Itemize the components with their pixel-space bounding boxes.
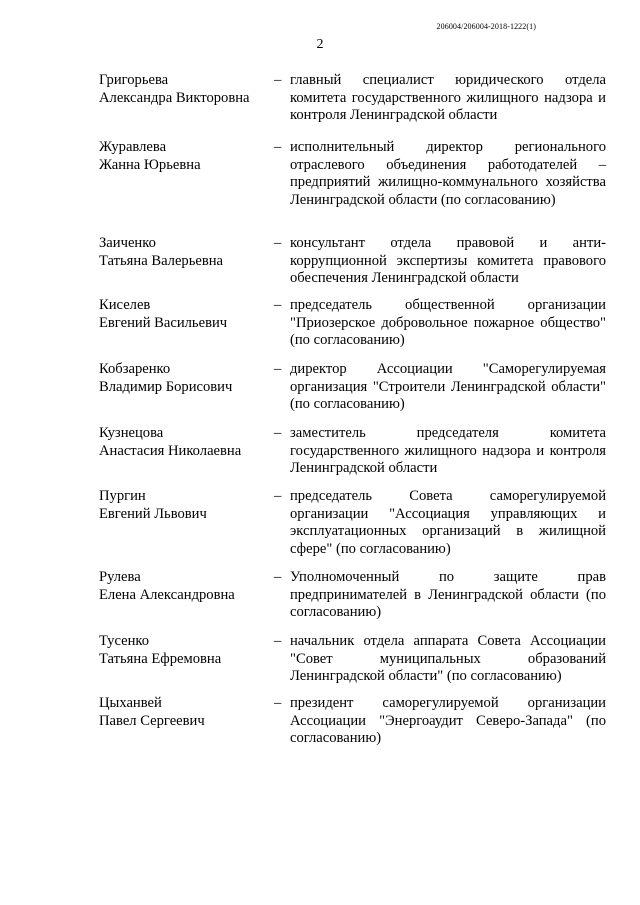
member-name (99, 235, 274, 270)
member-name (99, 425, 274, 460)
member-role: консультант отдела правовой и анти-коррупционной экспертизы комитета правового обеспечения Ленинградской области (290, 235, 606, 286)
member-name (99, 488, 274, 523)
separator-dash: – (274, 633, 282, 649)
member-role: исполнительный директор регионального отраслевого объединения работодателей – предприятий жилищно-коммунального хозяйства Ленинградской области (по согласованию) (290, 139, 606, 208)
member-given-names: Павел Сергеевич (99, 712, 205, 729)
separator-dash: – (274, 488, 282, 504)
member-given-names: Жанна Юрьевна (99, 156, 201, 173)
member-name (99, 297, 274, 332)
separator-dash: – (274, 569, 282, 585)
separator-dash: – (274, 235, 282, 251)
document-id: 206004/206004-2018-1222(1) (436, 22, 536, 31)
member-given-names: Татьяна Валерьевна (99, 252, 224, 269)
member-surname: Пургин (99, 488, 146, 504)
member-name (99, 361, 274, 396)
member-name (99, 695, 274, 730)
member-given-names: Александра Викторовна (99, 89, 250, 106)
member-role: заместитель председателя комитета государственного жилищного надзора и контроля Ленинградской области (290, 425, 606, 476)
member-given-names: Евгений Львович (99, 505, 207, 522)
member-surname: Рулева (99, 569, 141, 585)
member-given-names: Владимир Борисович (99, 378, 233, 395)
member-name (99, 139, 274, 174)
member-role: начальник отдела аппарата Совета Ассоциации "Совет муниципальных образований Ленинградской области" (по согласованию) (290, 633, 606, 684)
member-role: главный специалист юридического отдела комитета государственного жилищного надзора и контроля Ленинградской области (290, 72, 606, 123)
member-surname: Тусенко (99, 633, 150, 649)
member-surname: Кобзаренко (99, 361, 171, 377)
member-surname: Цыханвей (99, 695, 162, 711)
page-number: 2 (316, 37, 324, 52)
member-name (99, 569, 274, 604)
member-given-names: Елена Александровна (99, 586, 235, 603)
separator-dash: – (274, 139, 282, 155)
member-role: председатель Совета саморегулируемой организации "Ассоциация управляющих и эксплуатационных организаций в жилищной сфере" (по согласованию) (290, 488, 606, 557)
separator-dash: – (274, 361, 282, 377)
member-role: президент саморегулируемой организации Ассоциации "Энергоаудит Северо-Запада" (по согласованию) (290, 695, 606, 746)
member-name (99, 633, 274, 668)
member-role: Уполномоченный по защите прав предпринимателей в Ленинградской области (по согласованию) (290, 569, 606, 620)
member-given-names: Татьяна Ефремовна (99, 650, 222, 667)
member-surname: Киселев (99, 297, 151, 313)
member-name (99, 72, 274, 107)
separator-dash: – (274, 695, 282, 711)
member-given-names: Евгений Васильевич (99, 314, 228, 331)
member-surname: Заиченко (99, 235, 156, 251)
separator-dash: – (274, 425, 282, 441)
member-given-names: Анастасия Николаевна (99, 442, 242, 459)
member-surname: Кузнецова (99, 425, 164, 441)
member-role: директор Ассоциации "Саморегулируемая организация "Строители Ленинградской области" (по согласованию) (290, 361, 606, 412)
member-role: председатель общественной организации "Приозерское добровольное пожарное общество" (по согласованию) (290, 297, 606, 348)
separator-dash: – (274, 297, 282, 313)
separator-dash: – (274, 72, 282, 88)
member-surname: Григорьева (99, 72, 169, 88)
member-surname: Журавлева (99, 139, 167, 155)
